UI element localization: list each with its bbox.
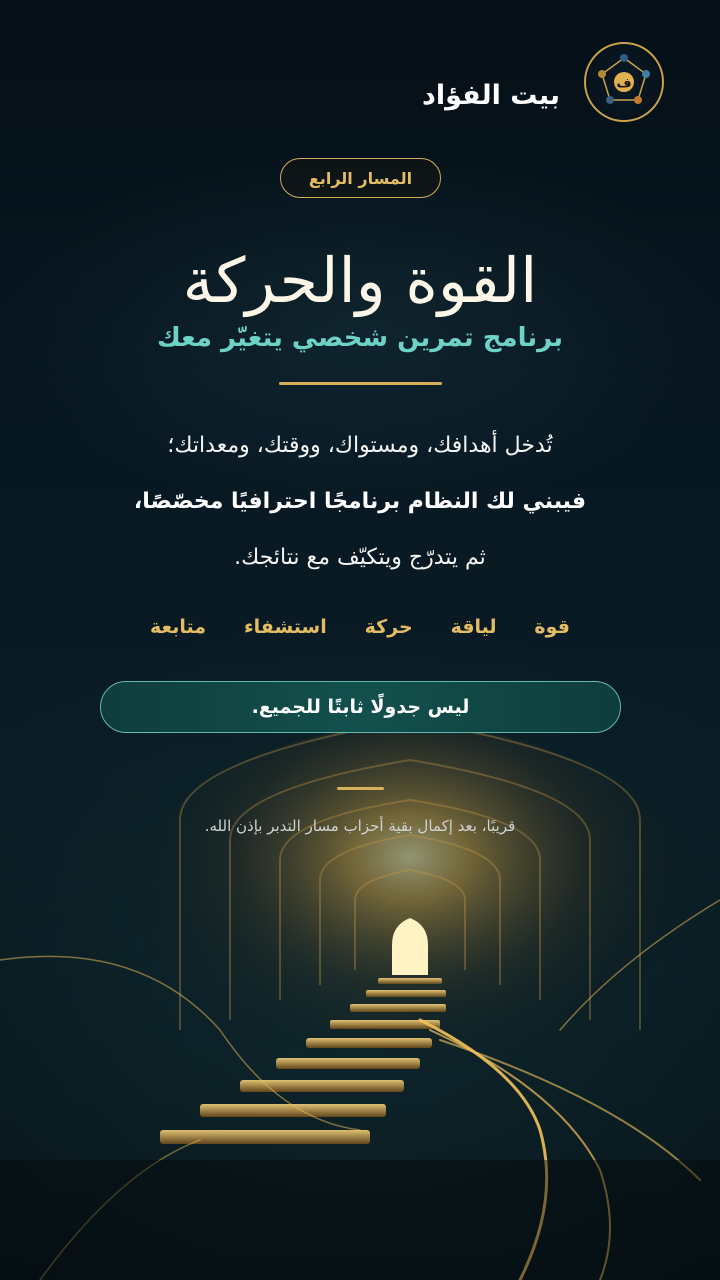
- tag-recovery: استشفاء: [243, 616, 327, 638]
- small-gold-divider: [337, 787, 384, 790]
- tag-strength: قوة: [534, 616, 570, 638]
- coming-soon-note: قريبًا، بعد إكمال بقية أحزاب مسار التدبر بإذن الله.: [204, 817, 516, 835]
- feature-tags: [150, 610, 570, 644]
- logo-emblem-icon: [586, 44, 662, 120]
- tag-movement: حركة: [364, 616, 413, 638]
- tag-tracking: متابعة: [150, 616, 207, 638]
- gold-divider: [279, 382, 442, 385]
- description-line-1: تُدخل أهدافك، ومستواك، ووقتك، ومعداتك؛: [167, 433, 553, 458]
- brand-name: بيت الفؤاد: [421, 80, 560, 111]
- logo[interactable]: [584, 42, 664, 122]
- header: [0, 40, 664, 124]
- description-line-3: ثم يتدرّج ويتكيّف مع نتائجك.: [234, 545, 486, 570]
- page-subtitle: برنامج تمرين شخصي يتغيّر معك: [156, 323, 564, 353]
- tag-fitness: لياقة: [450, 616, 497, 638]
- logo-letter: ف: [616, 76, 632, 91]
- track-badge: المسار الرابع: [280, 158, 441, 198]
- page-title: القوة والحركة: [182, 244, 538, 317]
- highlight-banner[interactable]: ليس جدولًا ثابتًا للجميع.: [100, 681, 621, 733]
- description-line-2: فيبني لك النظام برنامجًا احترافيًا مخصّصًا،: [133, 489, 587, 514]
